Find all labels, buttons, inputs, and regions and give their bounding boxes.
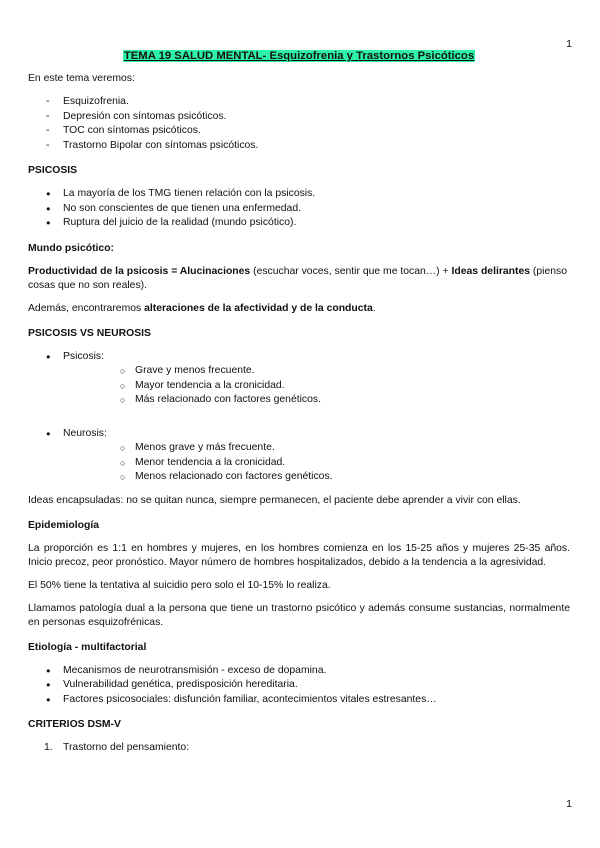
list-item: ● La mayoría de los TMG tienen relación con la psicosis.: [28, 187, 570, 202]
epidemiologia-paragraph-2: El 50% tiene la tentativa al suicidio pero solo el 10-15% lo realiza.: [28, 579, 331, 591]
list-item: ● Ruptura del juicio de la realidad (mundo psicótico).: [28, 216, 570, 231]
text: .: [372, 302, 376, 314]
heading-etiologia: Etiología - multifactorial: [28, 641, 147, 653]
page-title: [28, 50, 570, 62]
list-item-psicosis: [28, 350, 570, 408]
page-number-top: 1: [566, 38, 572, 50]
list-item: - Esquizofrenia.: [28, 95, 570, 110]
list-item-neurosis: [28, 427, 570, 485]
list-item: ● Vulnerabilidad genética, predisposición hereditaria.: [28, 678, 570, 693]
productividad-paragraph: [28, 265, 570, 293]
sublist-item: ○ Menor tendencia a la cronicidad.: [63, 456, 570, 471]
neurosis-sublist: [63, 441, 570, 485]
text: Además, encontraremos: [28, 302, 145, 314]
list-item: 1. Trastorno del pensamiento:: [28, 741, 570, 756]
text: (escuchar voces, sentir que me tocan…) +: [250, 265, 452, 277]
ideas-encapsuladas: Ideas encapsuladas: no se quitan nunca, siempre permanecen, el paciente debe aprender a vivir con ellas.: [28, 494, 521, 506]
text: (pienso cosas que no son reales).: [28, 265, 567, 291]
etiologia-list: [28, 664, 570, 708]
bold-text: Productividad de la psicosis = Alucinaciones: [28, 265, 251, 277]
list-item-label: Psicosis:: [63, 350, 104, 362]
sublist-item: ○ Mayor tendencia a la cronicidad.: [63, 379, 570, 394]
sublist-item: ○ Menos grave y más frecuente.: [63, 441, 570, 456]
heading-epidemiologia: Epidemiología: [28, 519, 100, 531]
list-item: - TOC con síntomas psicóticos.: [28, 124, 570, 139]
bold-text: alteraciones de la afectividad y de la conducta: [144, 302, 373, 314]
page-number-bottom: 1: [566, 798, 572, 810]
title-highlight: TEMA 19 SALUD MENTAL- Esquizofrenia y Trastornos Psicóticos: [123, 50, 475, 62]
sublist-item: ○ Grave y menos frecuente.: [63, 364, 570, 379]
bold-text: Ideas delirantes: [451, 265, 531, 277]
document-body: [28, 50, 570, 765]
epidemiologia-paragraph-1: La proporción es 1:1 en hombres y mujeres, en los hombres comienza en los 15-25 años y mujeres 25-35 años. Inicio precoz, peor pronóstico. Mayor número de hombres hospitalizados, debido a la tendencia a la agresividad.: [28, 542, 570, 568]
sublist-item: ○ Más relacionado con factores genéticos.: [63, 393, 570, 408]
heading-mundo-psicotico: Mundo psicótico:: [28, 242, 115, 254]
list-item: ● No son conscientes de que tienen una enfermedad.: [28, 202, 570, 217]
list-item: ● Mecanismos de neurotransmisión - exceso de dopamina.: [28, 664, 570, 679]
list-item-label: Neurosis:: [63, 427, 107, 439]
heading-psicosis: PSICOSIS: [28, 165, 78, 176]
intro-list: [28, 95, 570, 153]
neurosis-list: [28, 427, 570, 485]
intro-text: En este tema veremos:: [28, 73, 135, 84]
afectividad-paragraph: [28, 302, 570, 316]
list-item: - Trastorno Bipolar con síntomas psicóticos.: [28, 139, 570, 154]
heading-psicosis-vs-neurosis: PSICOSIS VS NEUROSIS: [28, 327, 151, 339]
psicosis-list: [28, 187, 570, 231]
criterios-list: [28, 741, 570, 756]
list-item: - Depresión con síntomas psicóticos.: [28, 110, 570, 125]
psicosis-sublist: [63, 364, 570, 408]
sublist-item: ○ Menos relacionado con factores genéticos.: [63, 470, 570, 485]
psicosis-vs-list: [28, 350, 570, 408]
list-item: ● Factores psicosociales: disfunción familiar, acontecimientos vitales estresantes…: [28, 693, 570, 708]
epidemiologia-paragraph-3: Llamamos patología dual a la persona que tiene un trastorno psicótico y además consume sustancias, normalmente en personas esquizofrénicas.: [28, 602, 570, 628]
heading-criterios: CRITERIOS DSM-V: [28, 719, 121, 730]
